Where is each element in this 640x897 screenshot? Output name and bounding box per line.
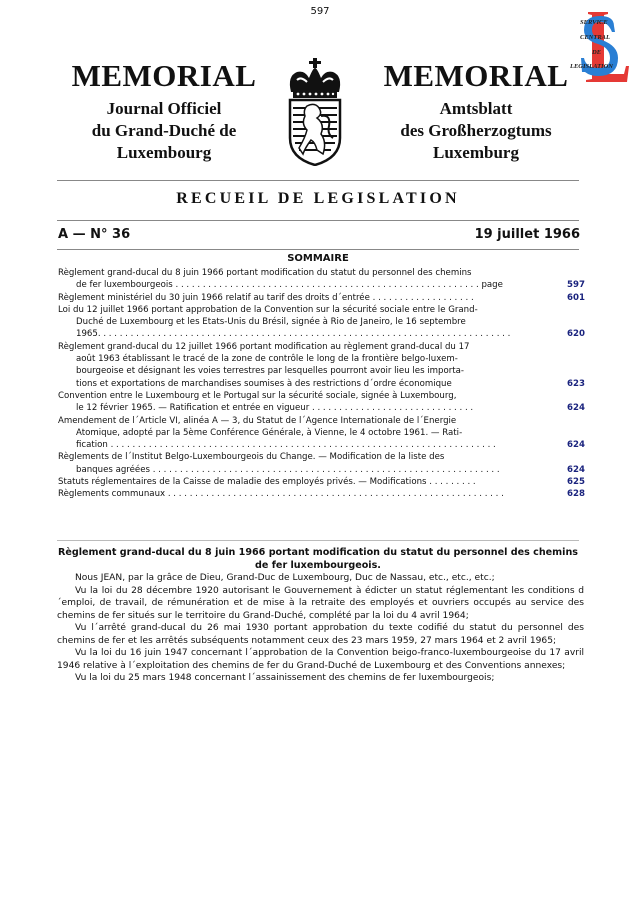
toc-entry-text: le 12 février 1965. — Ratification et entrée en vigueur . . . . . . . . . . . . . . . . . . . . . . . . . . . . . . [76, 403, 474, 414]
toc-entry-text: Convention entre le Luxembourg et le Portugal sur la sécurité sociale, signée à Luxembourg, [58, 390, 457, 401]
article-title: Règlement grand-ducal du 8 juin 1966 portant modification du statut du personnel des chemins de fer luxembourgeois. [57, 547, 579, 571]
toc-entry-text: fication . . . . . . . . . . . . . . . . . . . . . . . . . . . . . . . . . . . . . . . . . . . . . . . . . . . . . . . . . . . . . . . . . . . . . . . [76, 440, 496, 451]
article-paragraph: Vu l´arrêté grand-ducal du 26 mai 1930 portant approbation du texte codifié du statut du personnel des chemins de fer et les arrêtés subséquents notamment ceux des 23 mars 1959, 27 mars 1964 et 2 avril 1965; [57, 623, 584, 646]
toc-page-number[interactable]: 625 [567, 477, 585, 488]
toc-entry-text: tions et exportations de marchandises soumises à des restrictions d´ordre économique [76, 378, 452, 389]
toc-entry-text: de fer luxembourgeois . . . . . . . . . . . . . . . . . . . . . . . . . . . . . . . . . . . . . . . . . . . . . . . . . . . . . . . . page [76, 280, 503, 291]
logo-text-de: DE [592, 49, 602, 56]
issue-date: 19 juillet 1966 [474, 227, 580, 242]
article-paragraph: Nous JEAN, par la grâce de Dieu, Grand-Duc de Luxembourg, Duc de Nassau, etc., etc., etc.; [75, 573, 495, 583]
toc-entry[interactable] [58, 415, 585, 452]
toc-page-number[interactable]: 623 [567, 378, 585, 389]
toc-entry-text: Statuts réglementaires de la Caisse de maladie des employés privés. — Modifications . . . . . . . . . [58, 477, 476, 488]
divider [57, 540, 579, 541]
subtitle-line: Journal Officiel [106, 99, 222, 118]
toc-page-number[interactable]: 620 [567, 329, 585, 340]
toc-entry-text: 1965. . . . . . . . . . . . . . . . . . . . . . . . . . . . . . . . . . . . . . . . . . . . . . . . . . . . . . . . . . . . . . . . . . . . . . . . . . . . [76, 329, 511, 340]
subtitle-line: Luxemburg [433, 143, 519, 162]
logo-text-service: SERVICE [580, 19, 608, 26]
toc-page-number[interactable]: 597 [567, 280, 585, 291]
toc-page-number[interactable]: 601 [567, 292, 585, 303]
article-paragraph: Vu la loi du 25 mars 1948 concernant l´assainissement des chemins de fer luxembourgeois; [75, 673, 495, 683]
toc-entry-text: août 1963 établissant le tracé de la zone de contrôle le long de la frontière belgo-luxem- [76, 354, 458, 365]
subtitle-line: Amtsblatt [439, 99, 513, 118]
masthead-title-german: MEMORIAL [383, 58, 569, 93]
toc-page-number[interactable]: 624 [567, 464, 585, 475]
article-paragraph: Vu la loi du 28 décembre 1920 autorisant le Gouvernement à édicter un statut réglementant les conditions d´emploi, de travail, de rémunération et de mise à la retraite des employés et ouvriers occupés au service des chemins de fer situés sur le territoire du Grand-Duché, complété par la loi du 4 avril 1964; [57, 585, 584, 621]
toc-page-number[interactable]: 628 [567, 489, 585, 500]
toc-entry-text: banques agréées . . . . . . . . . . . . . . . . . . . . . . . . . . . . . . . . . . . . . . . . . . . . . . . . . . . . . . . . . . . . . . . . [76, 464, 500, 475]
toc-entry-text: Règlement grand-ducal du 8 juin 1966 portant modification du statut du personnel des chemins [58, 268, 472, 278]
masthead-title-french: MEMORIAL [71, 58, 257, 93]
toc-entry[interactable] [58, 488, 585, 500]
toc-entry[interactable] [58, 341, 585, 390]
sommaire-heading: SOMMAIRE [287, 253, 349, 264]
toc-entry[interactable] [58, 476, 585, 488]
toc-page-number[interactable]: 624 [567, 403, 585, 414]
logo-text-legislation: LEGISLATION [570, 63, 613, 70]
article-body [57, 572, 584, 685]
toc-entry-text: Amendement de l´Article VI, alinéa A — 3, du Statut de l´Agence Internationale de l´Energie [58, 415, 457, 426]
masthead-subtitle-german [376, 98, 576, 164]
toc-entry-text: Règlement ministériel du 30 juin 1966 relatif au tarif des droits d´entrée . . . . . . . . . . . . . . . . . . . [58, 292, 474, 303]
coat-of-arms-icon [285, 58, 345, 166]
table-of-contents [58, 267, 585, 501]
toc-entry[interactable] [58, 390, 585, 415]
subtitle-line: Luxembourg [116, 143, 212, 162]
divider [57, 180, 579, 181]
service-central-legislation-logo-icon [568, 4, 634, 84]
toc-page-number[interactable]: 624 [567, 440, 585, 451]
toc-entry-text: Règlements communaux . . . . . . . . . . . . . . . . . . . . . . . . . . . . . . . . . . . . . . . . . . . . . . . . . . . . . . . . . . . . . . [58, 489, 504, 500]
toc-entry[interactable] [58, 292, 585, 304]
toc-entry[interactable] [58, 267, 585, 292]
section-title: RECUEIL DE LEGISLATION [176, 190, 460, 207]
toc-entry[interactable] [58, 451, 585, 476]
toc-entry-text: bourgeoise et désignant les voies terrestres par lesquelles pourront avoir lieu les importa- [76, 366, 465, 377]
toc-entry-text: Duché de Luxembourg et les Etats-Unis du Brésil, signée à Rio de Janeiro, le 16 septembre [76, 317, 466, 328]
masthead-subtitle-french [64, 98, 264, 164]
divider [57, 249, 579, 250]
page-number: 597 [310, 6, 330, 17]
subtitle-line: du Grand-Duché de [91, 121, 237, 140]
issue-number: A — N° 36 [58, 227, 131, 242]
divider [57, 220, 579, 221]
toc-entry-text: Règlements de l´Institut Belgo-Luxembourgeois du Change. — Modification de la liste des [58, 452, 445, 463]
toc-entry[interactable] [58, 304, 585, 341]
toc-entry-text: Loi du 12 juillet 1966 portant approbation de la Convention sur la sécurité sociale entre le Grand- [58, 304, 478, 315]
logo-text-central: CENTRAL [580, 34, 610, 41]
toc-entry-text: Règlement grand-ducal du 12 juillet 1966 portant modification au règlement grand-ducal du 17 [58, 341, 470, 352]
article-paragraph: Vu la loi du 16 juin 1947 concernant l´approbation de la Convention beigo-franco-luxembourgeoise du 17 avril 1946 relative à l´exploitation des chemins de fer du Grand-Duché de Luxembourg et des Conventions annexes; [57, 648, 584, 671]
subtitle-line: des Großherzogtums [400, 121, 552, 140]
toc-entry-text: Atomique, adopté par la 5ème Conférence Générale, à Vienne, le 4 octobre 1961. — Rati- [76, 427, 463, 438]
